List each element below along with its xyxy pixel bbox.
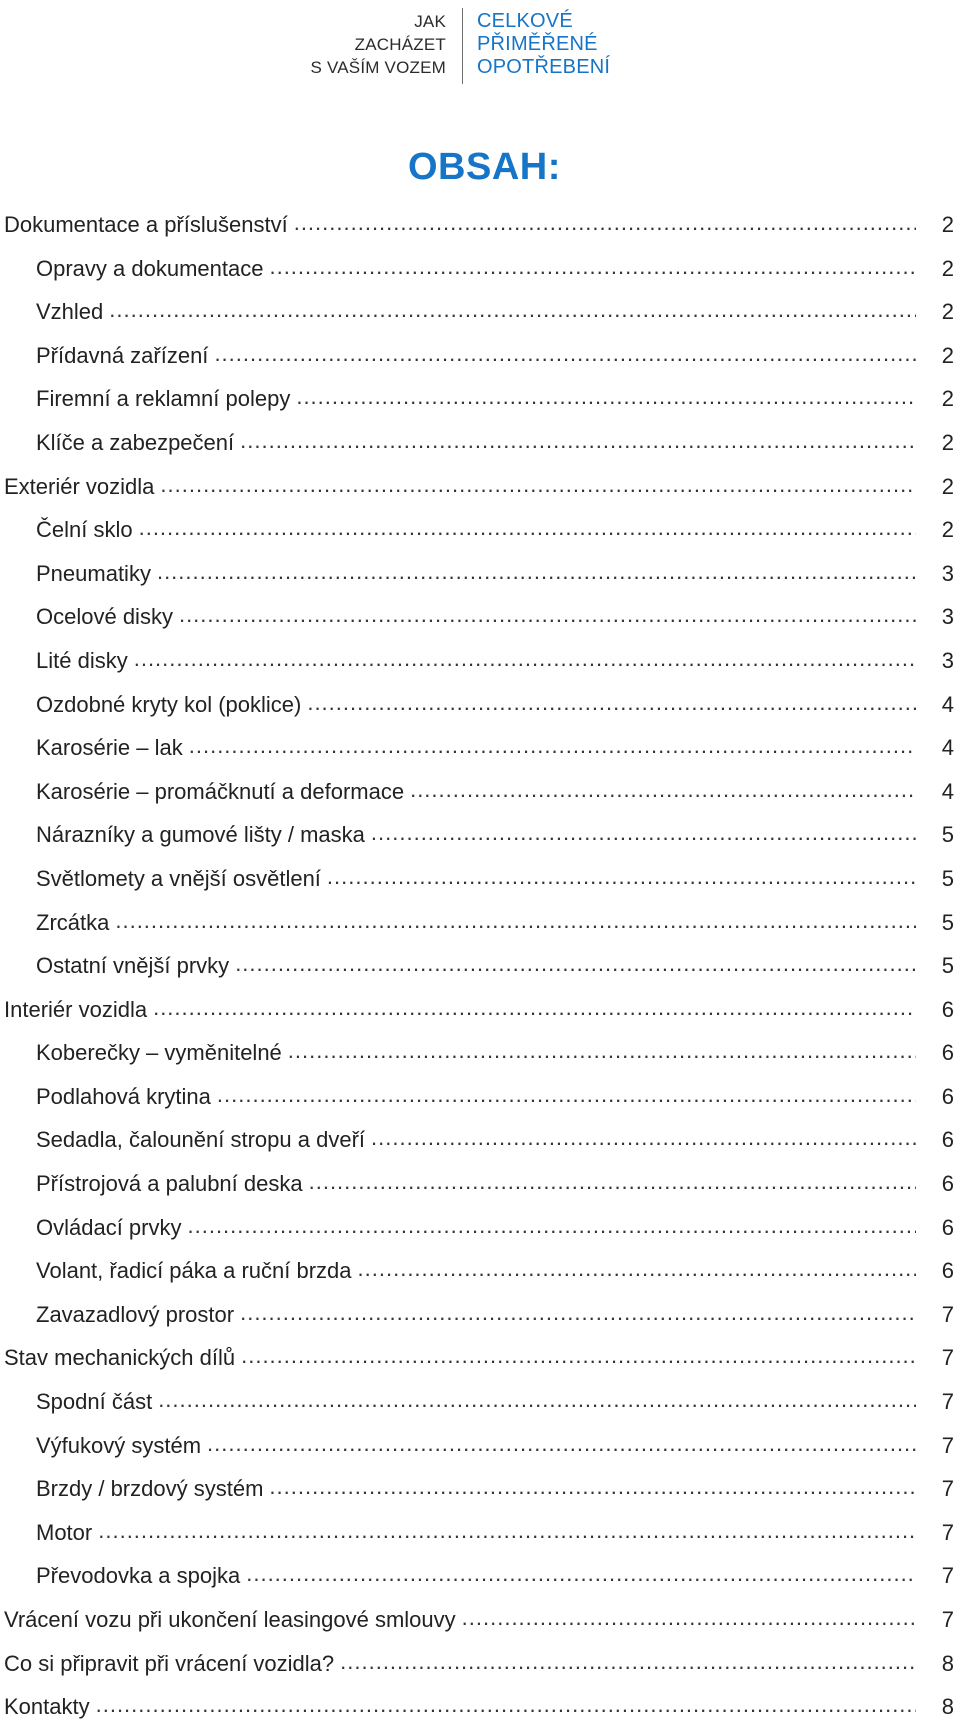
toc-page-number: 6 (941, 1083, 954, 1109)
toc-entry-label: Světlomety a vnější osvětlení (36, 865, 321, 891)
toc-dot-leader (240, 1298, 916, 1328)
toc-entry-label: Nárazníky a gumové lišty / maska (36, 822, 365, 848)
toc-page-number: 2 (941, 473, 954, 499)
toc-subsection-entry[interactable] (0, 1038, 960, 1082)
toc-dot-leader (241, 1341, 916, 1371)
toc-page-number: 2 (941, 429, 954, 455)
toc-page-number: 6 (941, 1171, 954, 1197)
toc-page-number: 6 (941, 1258, 954, 1284)
toc-page-number: 7 (941, 1389, 954, 1415)
toc-dot-leader (296, 382, 916, 412)
toc-entry-label: Výfukový systém (36, 1432, 202, 1458)
toc-page-number: 5 (941, 822, 954, 848)
toc-page-number: 6 (941, 1040, 954, 1066)
toc-entry-label: Podlahová krytina (36, 1083, 211, 1109)
toc-subsection-entry[interactable] (0, 820, 960, 864)
toc-entry-label: Stav mechanických dílů (4, 1345, 236, 1371)
header-divider (462, 8, 463, 84)
toc-dot-leader (269, 252, 916, 282)
toc-subsection-entry[interactable] (0, 1387, 960, 1431)
toc-subsection-entry[interactable] (0, 384, 960, 428)
toc-dot-leader (158, 1385, 916, 1415)
toc-subsection-entry[interactable] (0, 951, 960, 995)
toc-section-entry[interactable] (0, 1692, 960, 1736)
toc-entry-label: Interiér vozidla (4, 996, 148, 1022)
toc-dot-leader (309, 1167, 916, 1197)
toc-page-number: 7 (941, 1301, 954, 1327)
toc-entry-label: Co si připravit při vrácení vozidla? (4, 1650, 335, 1676)
header-right-line: CELKOVÉ (477, 10, 573, 32)
toc-page-number: 2 (941, 255, 954, 281)
toc-section-entry[interactable] (0, 1605, 960, 1649)
toc-subsection-entry[interactable] (0, 254, 960, 298)
toc-dot-leader (327, 862, 916, 892)
toc-subsection-entry[interactable] (0, 428, 960, 472)
toc-dot-leader (462, 1603, 916, 1633)
toc-page-number: 4 (941, 778, 954, 804)
toc-dot-leader (157, 557, 916, 587)
toc-page-number: 7 (941, 1345, 954, 1371)
toc-page-number: 3 (941, 560, 954, 586)
toc-dot-leader (240, 426, 916, 456)
toc-dot-leader (246, 1559, 916, 1589)
toc-subsection-entry[interactable] (0, 1561, 960, 1605)
toc-page-number: 6 (941, 996, 954, 1022)
toc-dot-leader (207, 1429, 916, 1459)
header-left-line: ZACHÁZET (354, 35, 446, 54)
toc-dot-leader (98, 1516, 916, 1546)
toc-section-entry[interactable] (0, 472, 960, 516)
toc-subsection-entry[interactable] (0, 646, 960, 690)
toc-dot-leader (235, 949, 916, 979)
toc-entry-label: Ostatní vnější prvky (36, 953, 230, 979)
toc-section-entry[interactable] (0, 210, 960, 254)
toc-page-number: 7 (941, 1432, 954, 1458)
toc-dot-leader (139, 513, 916, 543)
toc-entry-label: Koberečky – vyměnitelné (36, 1040, 282, 1066)
toc-entry-label: Ocelové disky (36, 604, 173, 630)
toc-entry-label: Exteriér vozidla (4, 473, 155, 499)
toc-entry-label: Převodovka a spojka (36, 1563, 241, 1589)
toc-subsection-entry[interactable] (0, 1300, 960, 1344)
toc-entry-label: Lité disky (36, 647, 128, 673)
toc-page-number: 8 (941, 1650, 954, 1676)
toc-page-number: 2 (941, 342, 954, 368)
toc-dot-leader (214, 339, 916, 369)
toc-dot-leader (115, 906, 916, 936)
toc-subsection-entry[interactable] (0, 602, 960, 646)
toc-page-number: 4 (941, 691, 954, 717)
toc-page-number: 6 (941, 1214, 954, 1240)
toc-entry-label: Čelní sklo (36, 517, 133, 543)
toc-entry-label: Vrácení vozu při ukončení leasingové smlouvy (4, 1607, 456, 1632)
header-left-title (311, 10, 446, 79)
toc-page-number: 2 (941, 386, 954, 412)
toc-dot-leader (217, 1080, 916, 1110)
toc-dot-leader (410, 775, 916, 805)
toc-entry-label: Ovládací prvky (36, 1214, 182, 1240)
toc-section-entry[interactable] (0, 995, 960, 1039)
toc-dot-leader (96, 1690, 916, 1720)
toc-entry-label: Klíče a zabezpečení (36, 429, 235, 455)
toc-entry-label: Karosérie – lak (36, 735, 183, 761)
toc-entry-label: Kontakty (4, 1694, 90, 1720)
toc-dot-leader (189, 731, 916, 761)
toc-dot-leader (269, 1472, 916, 1502)
header-right-line: PŘIMĚŘENÉ (477, 33, 598, 55)
toc-entry-label: Karosérie – promáčknutí a deformace (36, 778, 405, 804)
toc-entry-label: Volant, řadicí páka a ruční brzda (36, 1258, 352, 1284)
toc-subsection-entry[interactable] (0, 1474, 960, 1518)
toc-subsection-entry[interactable] (0, 864, 960, 908)
toc-entry-label: Zrcátka (36, 909, 110, 935)
toc-subsection-entry[interactable] (0, 1431, 960, 1475)
toc-entry-label: Firemní a reklamní polepy (36, 386, 291, 412)
toc-page-number: 3 (941, 647, 954, 673)
toc-dot-leader (153, 993, 916, 1023)
toc-subsection-entry[interactable] (0, 777, 960, 821)
toc-page-number: 2 (941, 299, 954, 325)
toc-subsection-entry[interactable] (0, 1256, 960, 1300)
toc-page-number: 3 (941, 604, 954, 630)
toc-subsection-entry[interactable] (0, 690, 960, 734)
toc-entry-label: Spodní část (36, 1389, 153, 1415)
toc-dot-leader (109, 295, 916, 325)
toc-dot-leader (358, 1254, 916, 1284)
toc-page-number: 7 (941, 1519, 954, 1545)
toc-entry-label: Opravy a dokumentace (36, 255, 264, 281)
toc-dot-leader (371, 1123, 916, 1153)
toc-page-number: 7 (941, 1607, 954, 1632)
toc-dot-leader (179, 600, 916, 630)
header-left-line: S VAŠÍM VOZEM (310, 58, 446, 77)
toc-entry-label: Přístrojová a palubní deska (36, 1171, 303, 1197)
toc-page-number: 5 (941, 953, 954, 979)
toc-dot-leader (160, 470, 916, 500)
toc-subsection-entry[interactable] (0, 733, 960, 777)
toc-entry-label: Dokumentace a příslušenství (4, 212, 288, 237)
document-header (0, 8, 960, 88)
toc-entry-label: Motor (36, 1519, 93, 1545)
toc-page-number: 7 (941, 1563, 954, 1589)
header-left-line: JAK (414, 12, 446, 31)
toc-dot-leader (307, 688, 916, 718)
toc-page-number: 5 (941, 909, 954, 935)
toc-entry-label: Přídavná zařízení (36, 342, 209, 368)
toc-page-number: 2 (941, 517, 954, 543)
toc-dot-leader (134, 644, 916, 674)
toc-dot-leader (294, 208, 916, 238)
toc-page-number: 5 (941, 865, 954, 891)
header-right-title (477, 10, 610, 79)
toc-page-number: 6 (941, 1127, 954, 1153)
toc-dot-leader (288, 1036, 916, 1066)
toc-page-number: 2 (941, 212, 954, 237)
toc-dot-leader (188, 1211, 917, 1241)
toc-entry-label: Sedadla, čalounění stropu a dveří (36, 1127, 366, 1153)
toc-subsection-entry[interactable] (0, 1518, 960, 1562)
table-of-contents (0, 210, 960, 1736)
toc-subsection-entry[interactable] (0, 1169, 960, 1213)
toc-dot-leader (340, 1647, 916, 1677)
toc-subsection-entry[interactable] (0, 341, 960, 385)
toc-entry-label: Zavazadlový prostor (36, 1301, 235, 1327)
toc-subsection-entry[interactable] (0, 515, 960, 559)
page-title: OBSAH: (408, 146, 561, 188)
toc-section-entry[interactable] (0, 1649, 960, 1693)
toc-subsection-entry[interactable] (0, 908, 960, 952)
toc-subsection-entry[interactable] (0, 1213, 960, 1257)
header-right-line: OPOTŘEBENÍ (477, 56, 611, 78)
toc-entry-label: Brzdy / brzdový systém (36, 1476, 264, 1502)
toc-subsection-entry[interactable] (0, 297, 960, 341)
toc-page-number: 4 (941, 735, 954, 761)
toc-page-number: 8 (941, 1694, 954, 1720)
toc-entry-label: Vzhled (36, 299, 104, 325)
toc-dot-leader (371, 818, 916, 848)
toc-subsection-entry[interactable] (0, 1125, 960, 1169)
toc-section-entry[interactable] (0, 1343, 960, 1387)
toc-subsection-entry[interactable] (0, 559, 960, 603)
toc-entry-label: Pneumatiky (36, 560, 151, 586)
toc-entry-label: Ozdobné kryty kol (poklice) (36, 691, 302, 717)
toc-page-number: 7 (941, 1476, 954, 1502)
toc-subsection-entry[interactable] (0, 1082, 960, 1126)
